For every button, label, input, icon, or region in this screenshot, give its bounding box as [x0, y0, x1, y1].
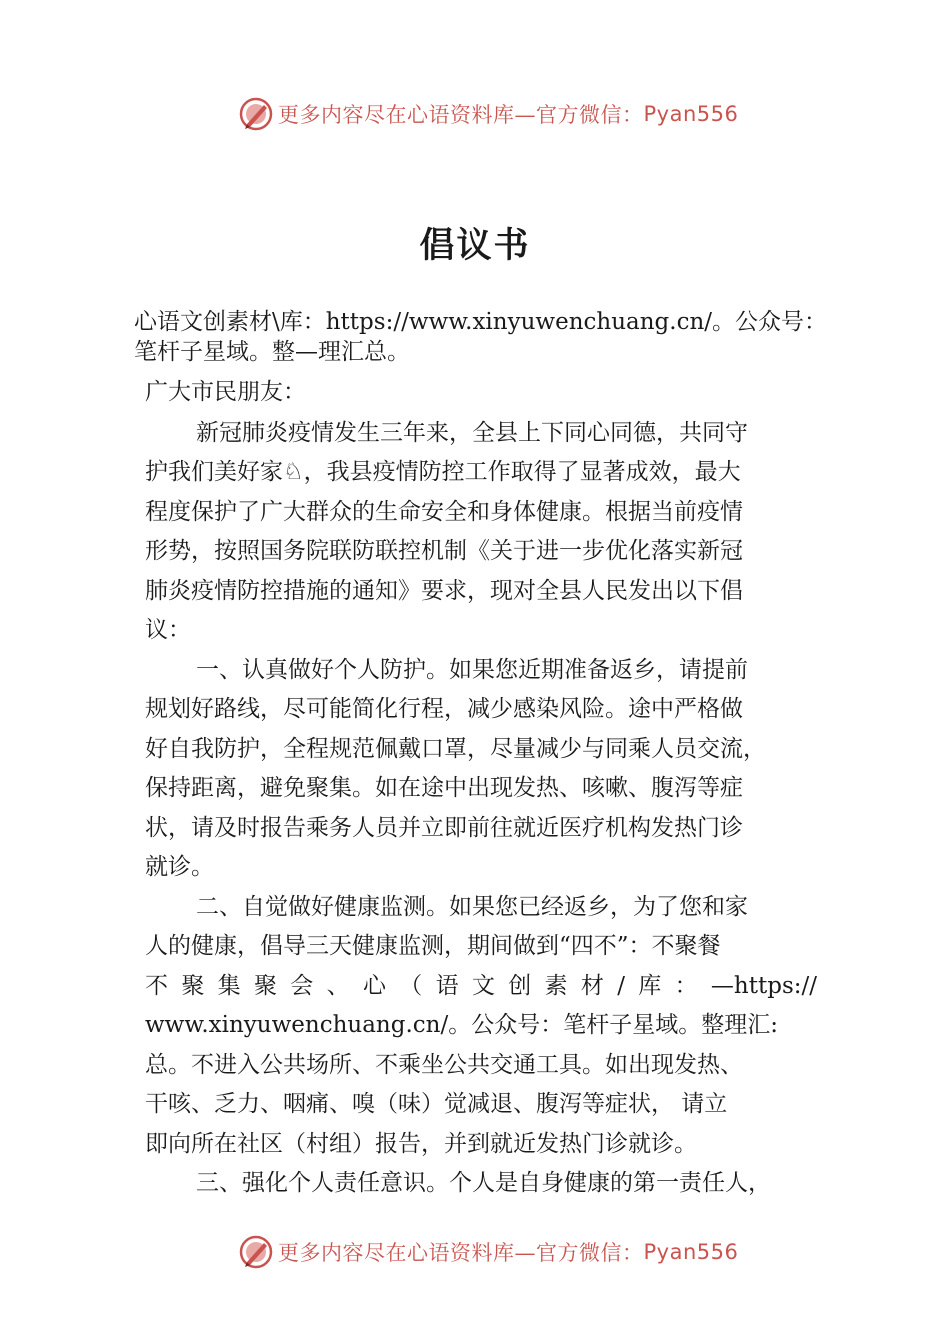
body-line: 新冠肺炎疫情发生三年来，全县上下同心同德，共同守: [196, 420, 748, 446]
red-pen-seal-icon: [238, 1234, 274, 1270]
body-line: 就诊。: [145, 854, 214, 880]
body-line: 笔杆子星域。整—理汇总。: [134, 339, 410, 365]
body-line: 形势，按照国务院联防联控机制《关于进一步优化落实新冠: [145, 538, 743, 564]
body-line: 保持距离，避免聚集。如在途中出现发热、咳嗽、腹泻等症: [145, 775, 743, 801]
watermark-banner-top: [238, 94, 738, 134]
red-pen-seal-icon: [238, 96, 274, 132]
document-title: 倡议书: [419, 225, 531, 266]
body-line: 议：: [145, 617, 191, 643]
body-line: 好自我防护，全程规范佩戴口罩，尽量减少与同乘人员交流，: [145, 736, 766, 762]
body-line: 状，请及时报告乘务人员并立即前往就近医疗机构发热门诊: [145, 815, 743, 841]
body-line: 护我们美好家♘，我县疫情防控工作取得了显著成效，最大: [145, 459, 741, 485]
body-line: 心语文创素材\库：https://www.xinyuwenchuang.cn/。公众号：: [134, 309, 828, 335]
salutation: 广大市民朋友：: [145, 379, 306, 405]
watermark-wechat-id: Pyan556: [643, 102, 739, 126]
watermark-banner-bottom: [238, 1232, 738, 1272]
body-line: 程度保护了广大群众的生命安全和身体健康。根据当前疫情: [145, 499, 743, 525]
body-line: 即向所在社区（村组）报告，并到就近发热门诊就诊。: [145, 1131, 697, 1157]
body-line: 干咳、乏力、咽痛、嗅（味）觉减退、腹泻等症状， 请立: [145, 1091, 728, 1117]
section-heading-3: 三、强化个人责任意识。个人是自身健康的第一责任人，: [196, 1170, 771, 1196]
body-line: 规划好路线，尽可能简化行程，减少感染风险。途中严格做: [145, 696, 743, 722]
watermark-text: 更多内容尽在心语资料库—官方微信：: [278, 103, 644, 127]
body-line: 人的健康，倡导三天健康监测，期间做到“四不”：不聚餐: [145, 933, 721, 959]
body-line: 总。不进入公共场所、不乘坐公共交通工具。如出现发热、: [145, 1052, 743, 1078]
watermark-wechat-id: Pyan556: [643, 1240, 739, 1264]
section-heading-1: 一、认真做好个人防护。如果您近期准备返乡，请提前: [196, 657, 748, 683]
body-line: 不聚集聚会、心（语文创素材/库：—https://: [145, 973, 817, 999]
body-line: 肺炎疫情防控措施的通知》要求，现对全县人民发出以下倡: [145, 578, 743, 604]
body-line: www.xinyuwenchuang.cn/。公众号：笔杆子星域。整理汇:: [145, 1012, 778, 1038]
watermark-text: 更多内容尽在心语资料库—官方微信：: [278, 1241, 644, 1265]
section-heading-2: 二、自觉做好健康监测。如果您已经返乡，为了您和家: [196, 894, 748, 920]
